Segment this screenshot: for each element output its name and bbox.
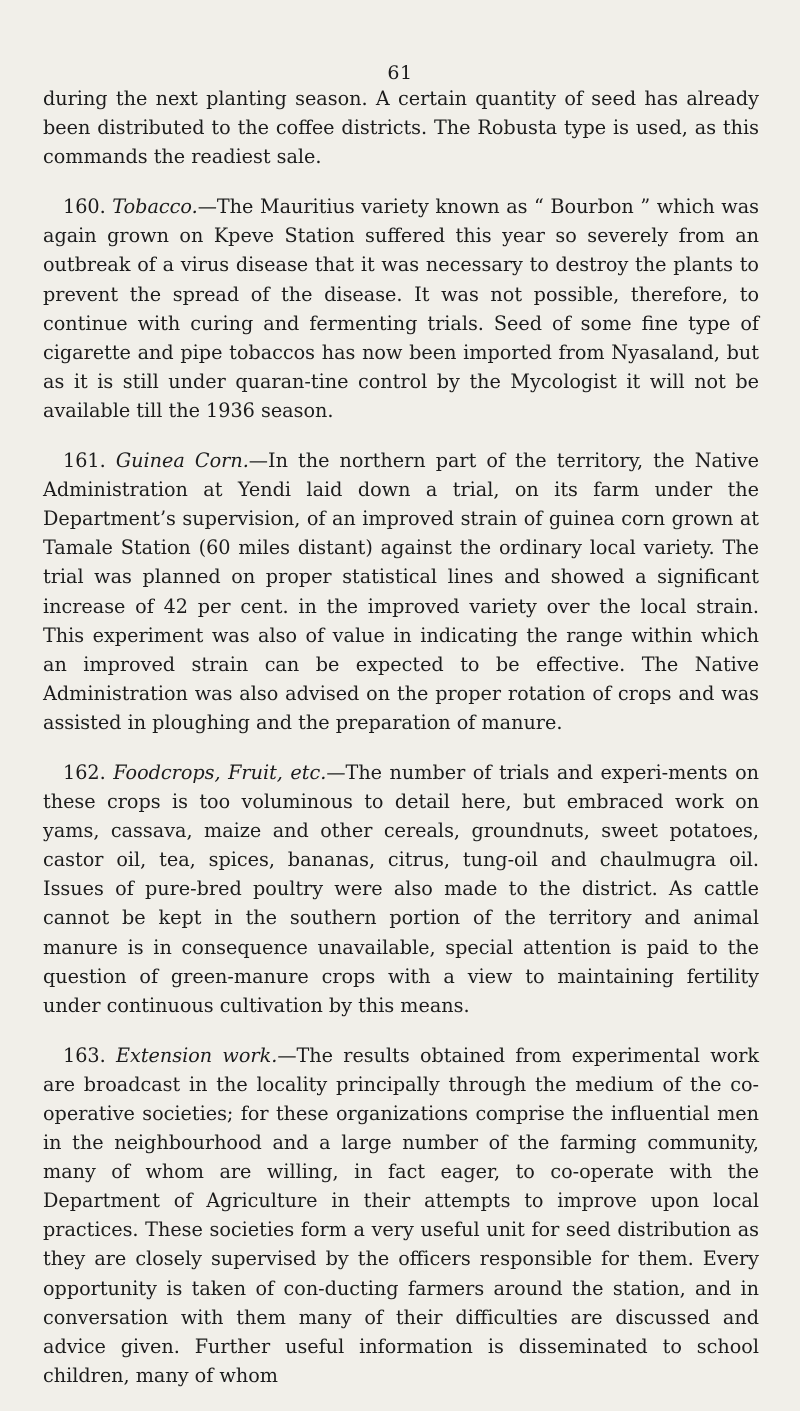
paragraph-title: Extension work.: [116, 1043, 278, 1067]
paragraph-title: Foodcrops, Fruit, etc.: [113, 760, 327, 784]
paragraph-number: 160.: [63, 195, 106, 219]
paragraph-161: [43, 446, 759, 737]
body-text: [43, 84, 759, 1411]
paragraph-text: during the next planting season. A certain quantity of seed has already been distributed to the coffee districts. The Robusta type is used, as this commands the readiest sale.: [43, 87, 759, 169]
paragraph-160: [43, 192, 759, 425]
paragraph-163: [43, 1041, 759, 1390]
paragraph-text: The results obtained from experimental work are broadcast in the locality principally through the medium of the co-operative societies; for these organizations comprise the influential men in the neighbourhood and a large number of the farming community, many of whom are willing, in fact eager, to co-operate with the Department of Agriculture in their attempts to improve upon local practices. These societies form a very useful unit for seed distribution as they are closely supervised by the officers responsible for them. Every opportunity is taken of con-ducting farmers around the station, and in conversation with them many of their difficulties are discussed and advice given. Further useful information is disseminated to school children, many of whom: [43, 1043, 759, 1387]
paragraph-162: [43, 758, 759, 1020]
paragraph-title: Guinea Corn.: [115, 449, 249, 473]
paragraph-number: 162.: [63, 760, 106, 784]
paragraph-text: In the northern part of the territory, the Native Administration at Yendi laid down a trial, on its farm under the Department’s supervision, of an improved strain of guinea corn grown at Tamale Station (60 miles distant) against the ordinary local variety. The trial was planned on proper statistical lines and showed a significant increase of 42 per cent. in the improved variety over the local strain. This experiment was also of value in indicating the range within which an improved strain can be expected to be effective. The Native Administration was also advised on the proper rotation of crops and was assisted in ploughing and the preparation of manure.: [43, 449, 759, 734]
em-dash: —: [326, 760, 346, 784]
em-dash: —: [277, 1043, 297, 1067]
em-dash: —: [197, 195, 217, 219]
paragraph-continued: [43, 84, 759, 171]
paragraph-title: Tobacco.: [112, 195, 198, 219]
em-dash: —: [248, 449, 268, 473]
paragraph-number: 163.: [63, 1043, 106, 1067]
paragraph-text: The Mauritius variety known as “ Bourbon ” which was again grown on Kpeve Station suffered this year so severely from an outbreak of a virus disease that it was necessary to destroy the plants to prevent the spread of the disease. It was not possible, therefore, to continue with curing and fermenting trials. Seed of some fine type of cigarette and pipe tobaccos has now been imported from Nyasaland, but as it is still under quaran-tine control by the Mycologist it will not be available till the 1936 season.: [43, 195, 759, 422]
paragraph-text: The number of trials and experi-ments on these crops is too voluminous to detail here, but embraced work on yams, cassava, maize and other cereals, groundnuts, sweet potatoes, castor oil, tea, spices, bananas, citrus, tung-oil and chaulmugra oil. Issues of pure-bred poultry were also made to the district. As cattle cannot be kept in the southern portion of the territory and animal manure is in consequence unavailable, special attention is paid to the question of green-manure crops with a view to maintaining fertility under continuous cultivation by this means.: [43, 760, 759, 1017]
paragraph-number: 161.: [63, 449, 106, 473]
page-number: 61: [387, 62, 413, 84]
